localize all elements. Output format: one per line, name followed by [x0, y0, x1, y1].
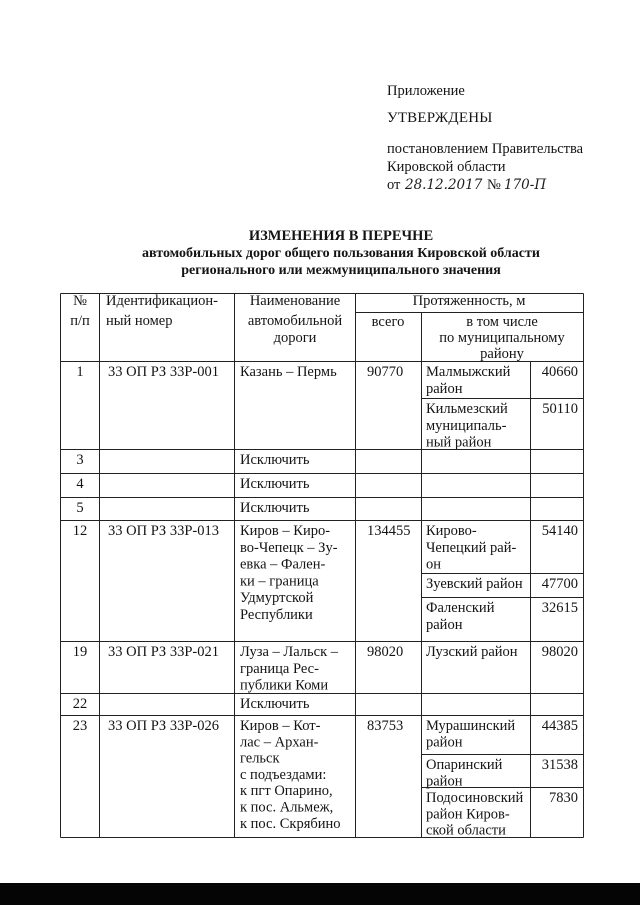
- header-length: Протяженность, м: [412, 293, 526, 309]
- district-name-line: район: [426, 734, 463, 751]
- header-including-line: району: [480, 346, 524, 362]
- district-length: 47700: [541, 576, 578, 592]
- road-id: 33 ОП РЗ 33Р-021: [108, 644, 219, 660]
- date-prefix: от: [387, 177, 401, 193]
- district-name-line: ный район: [426, 434, 492, 451]
- district-name-line: Лузский район: [426, 644, 518, 660]
- district-name-line: Малмыжский: [426, 364, 511, 380]
- district-length: 31538: [541, 757, 578, 773]
- road-name-line: Исключить: [240, 452, 310, 468]
- district-length: 98020: [541, 644, 578, 660]
- road-name-line: к пгт Опарино,: [240, 783, 333, 800]
- district-name-line: район: [426, 773, 463, 790]
- district-name-line: Чепецкий рай-: [426, 539, 517, 556]
- scan-bottom-edge: [0, 883, 640, 905]
- road-name-line: ки – граница: [240, 573, 319, 590]
- approved-label: УТВЕРЖДЕНЫ: [387, 110, 493, 126]
- district-length: 50110: [542, 401, 578, 417]
- road-name-line: лас – Архан-: [240, 734, 319, 751]
- district-name-line: Кильмезский: [426, 401, 508, 417]
- district-name-line: Кирово-: [426, 523, 477, 539]
- road-name-line: Исключить: [240, 476, 310, 492]
- header-number-line: №: [73, 293, 87, 309]
- district-name-line: муниципаль-: [426, 417, 507, 434]
- handwritten-number: 170-П: [504, 177, 547, 193]
- total-length: 98020: [367, 644, 404, 660]
- district-length: 44385: [541, 718, 578, 734]
- district-name-line: район: [426, 380, 463, 397]
- header-total: всего: [371, 314, 405, 330]
- row-number: 12: [72, 523, 88, 539]
- header-including-line: по муниципальному: [439, 330, 565, 346]
- road-name-line: гельск: [240, 750, 280, 767]
- road-name-line: во-Чепецк – Зу-: [240, 539, 338, 556]
- district-length: 54140: [541, 523, 578, 539]
- road-name-line: Луза – Лальск –: [240, 644, 338, 660]
- total-length: 134455: [367, 523, 411, 539]
- row-number: 19: [72, 644, 88, 660]
- road-id: 33 ОП РЗ 33Р-001: [108, 364, 219, 380]
- district-name-line: район Киров-: [426, 806, 510, 823]
- road-name-line: к пос. Альмеж,: [240, 799, 334, 816]
- district-name-line: Фаленский: [426, 600, 495, 616]
- header-id-line: ный номер: [106, 313, 173, 329]
- road-id: 33 ОП РЗ 33Р-013: [108, 523, 219, 539]
- road-name-line: с подъездами:: [240, 766, 327, 783]
- road-id: 33 ОП РЗ 33Р-026: [108, 718, 219, 734]
- total-length: 90770: [367, 364, 404, 380]
- district-name-line: ской области: [426, 822, 506, 839]
- road-name-line: Исключить: [240, 696, 310, 712]
- district-name-line: Зуевский район: [426, 576, 523, 592]
- district-name-line: он: [426, 556, 442, 573]
- row-number: 22: [72, 696, 88, 712]
- road-name-line: Удмуртской: [240, 590, 314, 607]
- road-name-line: Республики: [240, 607, 313, 623]
- district-name-line: Опаринский: [426, 757, 503, 773]
- header-name-line: автомобильной: [247, 313, 343, 329]
- district-length: 32615: [541, 600, 578, 616]
- handwritten-date: 28.12.2017: [405, 177, 483, 193]
- annex-label: Приложение: [387, 83, 465, 99]
- road-name-line: Киров – Кот-: [240, 718, 321, 734]
- district-length: 7830: [549, 790, 578, 806]
- district-name-line: Мурашинский: [426, 718, 516, 734]
- road-name-line: граница Рес-: [240, 660, 319, 677]
- document-title: ИЗМЕНЕНИЯ В ПЕРЕЧНЕ: [248, 228, 434, 244]
- district-name-line: район: [426, 616, 463, 633]
- district-name-line: Подосиновский: [426, 790, 524, 806]
- row-number: 23: [72, 718, 88, 734]
- total-length: 83753: [367, 718, 404, 734]
- decree-line-2: Кировской области: [387, 159, 506, 175]
- district-length: 40660: [541, 364, 578, 380]
- road-name-line: Казань – Пермь: [240, 364, 337, 380]
- row-number: 4: [76, 476, 84, 492]
- header-including-line: в том числе: [466, 314, 538, 330]
- road-name-line: Киров – Киро-: [240, 523, 331, 539]
- road-name-line: к пос. Скрябино: [240, 815, 341, 832]
- decree-line-1: постановлением Правительства: [387, 141, 584, 157]
- subtitle-line-1: автомобильных дорог общего пользования Кировской области: [142, 246, 540, 261]
- header-name-line: дороги: [273, 330, 317, 346]
- road-name-line: евка – Фален-: [240, 556, 326, 573]
- subtitle-line-2: регионального или межмуниципального значения: [181, 263, 501, 278]
- number-sign: №: [487, 177, 501, 193]
- header-number-line: п/п: [70, 313, 90, 329]
- row-number: 1: [76, 364, 84, 380]
- road-name-line: Исключить: [240, 500, 310, 516]
- row-number: 5: [76, 500, 84, 516]
- header-name-line: Наименование: [249, 293, 341, 309]
- row-number: 3: [76, 452, 84, 468]
- road-name-line: публики Коми: [240, 677, 329, 694]
- header-id-line: Идентификацион-: [106, 293, 218, 309]
